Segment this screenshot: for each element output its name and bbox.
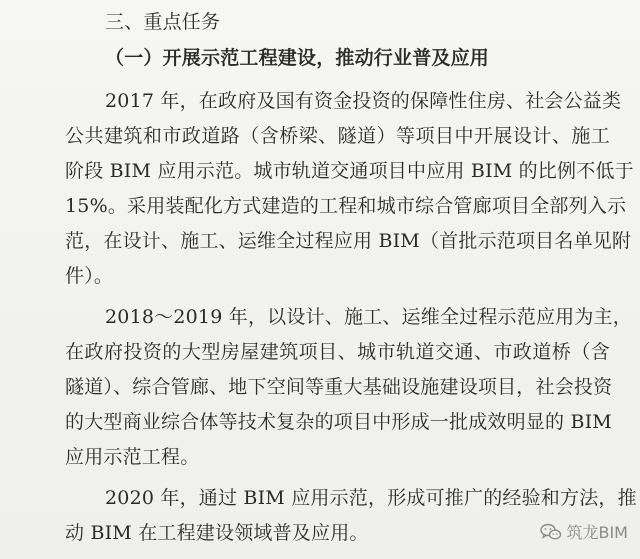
paragraph-2-line-1: 2018～2019 年，以设计、施工、运维全过程示范应用为主，: [105, 306, 632, 328]
paragraph-2-line-3: 隧道）、综合管廊、地下空间等重大基础设施建设项目，社会投资: [65, 376, 613, 398]
paragraph-2-line-5: 应用示范工程。: [65, 446, 200, 468]
subsection-heading: （一）开展示范工程建设，推动行业普及应用: [105, 47, 490, 69]
watermark: [540, 520, 628, 543]
paragraph-2-line-4: 的大型商业综合体等技术复杂的项目中形成一批成效明显的 BIM: [65, 411, 612, 433]
paragraph-1-line-2: 公共建筑和市政道路（含桥梁、隧道）等项目中开展设计、施工: [65, 125, 610, 147]
paragraph-1-line-5: 范，在设计、施工、运维全过程应用 BIM（首批示范项目名单见附: [65, 230, 632, 252]
paragraph-2-line-2: 在政府投资的大型房屋建筑项目、城市轨道交通、市政道桥（含: [65, 341, 610, 363]
paragraph-1-line-1: 2017 年，在政府及国有资金投资的保障性住房、社会公益类: [105, 90, 622, 112]
paragraph-3-line-2: 动 BIM 在工程建设领域普及应用。: [65, 522, 369, 544]
paragraph-1-line-6: 件）。: [65, 265, 114, 287]
wechat-icon: [540, 523, 562, 541]
paragraph-1-line-3: 阶段 BIM 应用示范。城市轨道交通项目中应用 BIM 的比例不低于: [65, 160, 634, 182]
section-heading: 三、重点任务: [105, 11, 221, 33]
paragraph-1-line-4: 15%。采用装配化方式建造的工程和城市综合管廊项目全部列入示: [65, 195, 627, 217]
watermark-label: 筑龙BIM: [566, 523, 628, 542]
paragraph-3-line-1: 2020 年，通过 BIM 应用示范，形成可推广的经验和方法，推: [105, 487, 637, 509]
